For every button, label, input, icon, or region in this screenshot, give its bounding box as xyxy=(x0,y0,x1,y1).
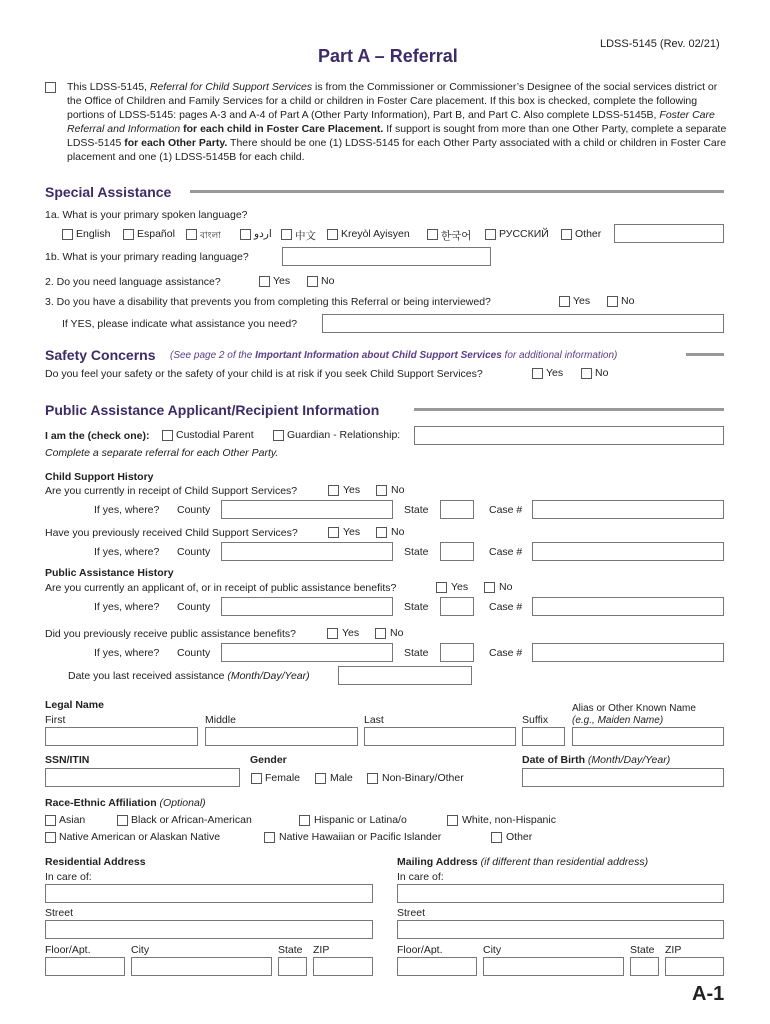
cs-prev-state-label: State xyxy=(404,546,429,558)
reading-language-field[interactable] xyxy=(282,247,491,266)
lang-spanish-checkbox[interactable] xyxy=(123,229,134,240)
pa-heading: Public Assistance Applicant/Recipient Information xyxy=(45,402,380,418)
middle-name-field[interactable] xyxy=(205,727,358,746)
pa-prev-yes-label: Yes xyxy=(342,627,360,639)
pa-prev-county-field[interactable] xyxy=(221,643,393,662)
lang-russian-label: РУССКИЙ xyxy=(499,228,549,240)
dob-label: Date of Birth (Month/Day/Year) xyxy=(522,754,671,766)
mail-care-field[interactable] xyxy=(397,884,724,903)
race-heading: Race-Ethnic Affiliation (Optional) xyxy=(45,797,206,809)
cs-current-yes-label: Yes xyxy=(343,484,361,496)
pa-current-county-label: County xyxy=(177,601,211,613)
section-divider xyxy=(414,408,724,411)
special-assistance-heading: Special Assistance xyxy=(45,184,172,200)
lang-other-checkbox[interactable] xyxy=(561,229,572,240)
mail-floor-label: Floor/Apt. xyxy=(397,944,443,956)
q3-followup-label: If YES, please indicate what assistance you need? xyxy=(62,318,298,330)
lang-other-field[interactable] xyxy=(614,224,724,243)
race-asian-label: Asian xyxy=(59,814,86,826)
race-black-label: Black or African-American xyxy=(131,814,252,826)
lang-creole-label: Kreyòl Ayisyen xyxy=(341,228,410,240)
residential-address-heading: Residential Address xyxy=(45,856,146,868)
pa-current-ifyes: If yes, where? xyxy=(94,601,160,613)
last-name-label: Last xyxy=(364,714,384,726)
gender-male-label: Male xyxy=(330,772,353,784)
cs-current-yes-checkbox[interactable] xyxy=(328,485,339,496)
cs-prev-case-field[interactable] xyxy=(532,542,724,561)
assistance-needed-field[interactable] xyxy=(322,314,724,333)
date-last-field[interactable] xyxy=(338,666,472,685)
foster-care-checkbox[interactable] xyxy=(45,82,56,93)
cs-prev-county-label: County xyxy=(177,546,211,558)
pa-current-state-field[interactable] xyxy=(440,597,474,616)
pa-prev-question: Did you previously receive public assistance benefits? xyxy=(45,628,296,640)
lang-creole-checkbox[interactable] xyxy=(327,229,338,240)
cs-prev-no-checkbox[interactable] xyxy=(376,527,387,538)
race-native-american-label: Native American or Alaskan Native xyxy=(59,831,221,843)
race-white-checkbox[interactable] xyxy=(447,815,458,826)
cs-current-ifyes: If yes, where? xyxy=(94,504,160,516)
cs-prev-case-label: Case # xyxy=(489,546,523,558)
intro-paragraph: This LDSS-5145, Referral for Child Support Services is from the Commissioner or Commissioner’s Designee of the social services district or the Office of Children and Family Services for a child or children in Foster Care placement. If this box is checked, complete the following portions of LDSS-5145: pages A-3 and A-4 of Part A (Other Party Information), Part B, and Part C. Also complete LDSS-5145B, Foster Care Referral and Information for each child in Foster Care Placement. If support is sought from more than one Other Party, complete a separate LDSS-5145 for each Other Party. There should be one (1) LDSS-5145 for each Other Party associated with a child or children in Foster Care placement and one (1) LDSS-5145B for each child. xyxy=(67,81,727,163)
safety-no-checkbox[interactable] xyxy=(581,368,592,379)
pa-current-yes-checkbox[interactable] xyxy=(436,582,447,593)
alias-field[interactable] xyxy=(572,727,724,746)
mailing-address-heading: Mailing Address (if different than residential address) xyxy=(397,856,649,868)
res-care-label: In care of: xyxy=(45,871,92,883)
safety-yes-checkbox[interactable] xyxy=(532,368,543,379)
mail-zip-label: ZIP xyxy=(665,944,682,956)
race-asian-checkbox[interactable] xyxy=(45,815,56,826)
pa-current-yes-label: Yes xyxy=(451,581,469,593)
cs-current-county-label: County xyxy=(177,504,211,516)
last-name-field[interactable] xyxy=(364,727,516,746)
pa-prev-state-field[interactable] xyxy=(440,643,474,662)
mail-state-label: State xyxy=(630,944,655,956)
cs-current-question: Are you currently in receipt of Child Support Services? xyxy=(45,485,298,497)
pa-current-question: Are you currently an applicant of, or in receipt of public assistance benefits? xyxy=(45,582,397,594)
lang-bengali-label: বাংলা xyxy=(200,230,221,240)
gender-label: Gender xyxy=(250,754,287,766)
res-city-label: City xyxy=(131,944,150,956)
q1b-label: 1b. What is your primary reading language? xyxy=(45,251,249,263)
q3-label: 3. Do you have a disability that prevents you from completing this Referral or being interviewed? xyxy=(45,296,491,308)
cs-prev-yes-label: Yes xyxy=(343,526,361,538)
q2-no-label: No xyxy=(321,275,335,287)
lang-other-label: Other xyxy=(575,228,602,240)
alias-label: Alias or Other Known Name xyxy=(572,703,696,714)
pa-current-no-checkbox[interactable] xyxy=(484,582,495,593)
q3-yes-checkbox[interactable] xyxy=(559,296,570,307)
gender-nonbinary-checkbox[interactable] xyxy=(367,773,378,784)
res-floor-field[interactable] xyxy=(45,957,125,976)
page-title: Part A – Referral xyxy=(318,46,458,66)
lang-english-checkbox[interactable] xyxy=(62,229,73,240)
race-native-hawaiian-label: Native Hawaiian or Pacific Islander xyxy=(279,831,442,843)
lang-english-label: English xyxy=(76,228,111,240)
mail-city-label: City xyxy=(483,944,502,956)
cs-current-no-label: No xyxy=(391,484,405,496)
lang-korean-label: 한국어 xyxy=(441,230,472,242)
custodial-parent-label: Custodial Parent xyxy=(176,429,254,441)
pa-prev-case-field[interactable] xyxy=(532,643,724,662)
race-native-hawaiian-checkbox[interactable] xyxy=(264,832,275,843)
cs-prev-county-field[interactable] xyxy=(221,542,393,561)
alias-example: (e.g., Maiden Name) xyxy=(572,715,664,726)
separate-referral-note: Complete a separate referral for each Other Party. xyxy=(45,447,279,459)
res-zip-field[interactable] xyxy=(313,957,373,976)
race-other-label: Other xyxy=(506,831,533,843)
cs-prev-yes-checkbox[interactable] xyxy=(328,527,339,538)
res-street-label: Street xyxy=(45,907,74,919)
pa-current-case-label: Case # xyxy=(489,601,523,613)
lang-urdu-label: اردو xyxy=(254,228,272,240)
ssn-label: SSN/ITIN xyxy=(45,754,90,766)
page-number: A-1 xyxy=(692,983,725,1005)
pa-current-no-label: No xyxy=(499,581,513,593)
q2-yes-label: Yes xyxy=(273,275,291,287)
pa-prev-county-label: County xyxy=(177,647,211,659)
safety-question: Do you feel your safety or the safety of your child is at risk if you seek Child Support Services? xyxy=(45,368,483,380)
mail-state-field[interactable] xyxy=(630,957,659,976)
lang-bengali-checkbox[interactable] xyxy=(186,229,197,240)
form-id: LDSS-5145 (Rev. 02/21) xyxy=(600,38,720,50)
cs-current-county-field[interactable] xyxy=(221,500,393,519)
lang-chinese-checkbox[interactable] xyxy=(281,229,292,240)
iam-label: I am the (check one): xyxy=(45,430,150,442)
q1a-label: 1a. What is your primary spoken language? xyxy=(45,209,248,221)
res-state-label: State xyxy=(278,944,303,956)
mail-street-label: Street xyxy=(397,907,426,919)
lang-korean-checkbox[interactable] xyxy=(427,229,438,240)
dob-field[interactable] xyxy=(522,768,724,787)
custodial-parent-checkbox[interactable] xyxy=(162,430,173,441)
pa-prev-state-label: State xyxy=(404,647,429,659)
res-city-field[interactable] xyxy=(131,957,272,976)
legal-name-heading: Legal Name xyxy=(45,699,104,711)
race-black-checkbox[interactable] xyxy=(117,815,128,826)
cs-history-heading: Child Support History xyxy=(45,471,154,483)
safety-no-label: No xyxy=(595,367,609,379)
guardian-label: Guardian - Relationship: xyxy=(287,429,401,441)
res-care-field[interactable] xyxy=(45,884,373,903)
q2-yes-checkbox[interactable] xyxy=(259,276,270,287)
race-hispanic-checkbox[interactable] xyxy=(299,815,310,826)
race-hispanic-label: Hispanic or Latina/o xyxy=(314,814,407,826)
pa-history-heading: Public Assistance History xyxy=(45,567,174,579)
gender-male-checkbox[interactable] xyxy=(315,773,326,784)
mail-street-field[interactable] xyxy=(397,920,724,939)
mail-city-field[interactable] xyxy=(483,957,624,976)
first-name-field[interactable] xyxy=(45,727,198,746)
lang-urdu-checkbox[interactable] xyxy=(240,229,251,240)
guardian-checkbox[interactable] xyxy=(273,430,284,441)
cs-current-state-label: State xyxy=(404,504,429,516)
res-street-field[interactable] xyxy=(45,920,373,939)
suffix-field[interactable] xyxy=(522,727,565,746)
q3-no-checkbox[interactable] xyxy=(607,296,618,307)
section-divider xyxy=(686,353,724,356)
suffix-label: Suffix xyxy=(522,714,549,726)
safety-concerns-heading: Safety Concerns xyxy=(45,347,156,363)
lang-chinese-label: 中文 xyxy=(295,230,316,242)
pa-prev-no-label: No xyxy=(390,627,404,639)
q3-no-label: No xyxy=(621,295,635,307)
q2-label: 2. Do you need language assistance? xyxy=(45,276,221,288)
cs-prev-state-field[interactable] xyxy=(440,542,474,561)
res-floor-label: Floor/Apt. xyxy=(45,944,91,956)
gender-nonbinary-label: Non-Binary/Other xyxy=(382,772,464,784)
cs-current-no-checkbox[interactable] xyxy=(376,485,387,496)
safety-note: (See page 2 of the Important Information about Child Support Services for additional information) xyxy=(170,350,618,361)
cs-prev-ifyes: If yes, where? xyxy=(94,546,160,558)
mail-care-label: In care of: xyxy=(397,871,444,883)
mail-floor-field[interactable] xyxy=(397,957,477,976)
safety-yes-label: Yes xyxy=(546,367,564,379)
lang-russian-checkbox[interactable] xyxy=(485,229,496,240)
gender-female-label: Female xyxy=(265,772,301,784)
pa-prev-ifyes: If yes, where? xyxy=(94,647,160,659)
pa-current-state-label: State xyxy=(404,601,429,613)
res-state-field[interactable] xyxy=(278,957,307,976)
guardian-relationship-field[interactable] xyxy=(414,426,724,445)
cs-current-state-field[interactable] xyxy=(440,500,474,519)
mail-zip-field[interactable] xyxy=(665,957,724,976)
res-zip-label: ZIP xyxy=(313,944,330,956)
gender-female-checkbox[interactable] xyxy=(251,773,262,784)
race-white-label: White, non-Hispanic xyxy=(462,814,556,826)
pa-prev-case-label: Case # xyxy=(489,647,523,659)
middle-name-label: Middle xyxy=(205,714,236,726)
cs-current-case-label: Case # xyxy=(489,504,523,516)
pa-prev-no-checkbox[interactable] xyxy=(375,628,386,639)
race-other-checkbox[interactable] xyxy=(491,832,502,843)
first-name-label: First xyxy=(45,714,66,726)
lang-spanish-label: Español xyxy=(137,228,175,240)
cs-prev-no-label: No xyxy=(391,526,405,538)
ssn-field[interactable] xyxy=(45,768,240,787)
date-last-label: Date you last received assistance (Month/Day/Year) xyxy=(68,670,310,682)
cs-prev-question: Have you previously received Child Support Services? xyxy=(45,527,298,539)
cs-current-case-field[interactable] xyxy=(532,500,724,519)
section-divider xyxy=(190,190,724,193)
pa-prev-yes-checkbox[interactable] xyxy=(327,628,338,639)
pa-current-county-field[interactable] xyxy=(221,597,393,616)
q3-yes-label: Yes xyxy=(573,295,591,307)
race-native-american-checkbox[interactable] xyxy=(45,832,56,843)
pa-current-case-field[interactable] xyxy=(532,597,724,616)
q2-no-checkbox[interactable] xyxy=(307,276,318,287)
